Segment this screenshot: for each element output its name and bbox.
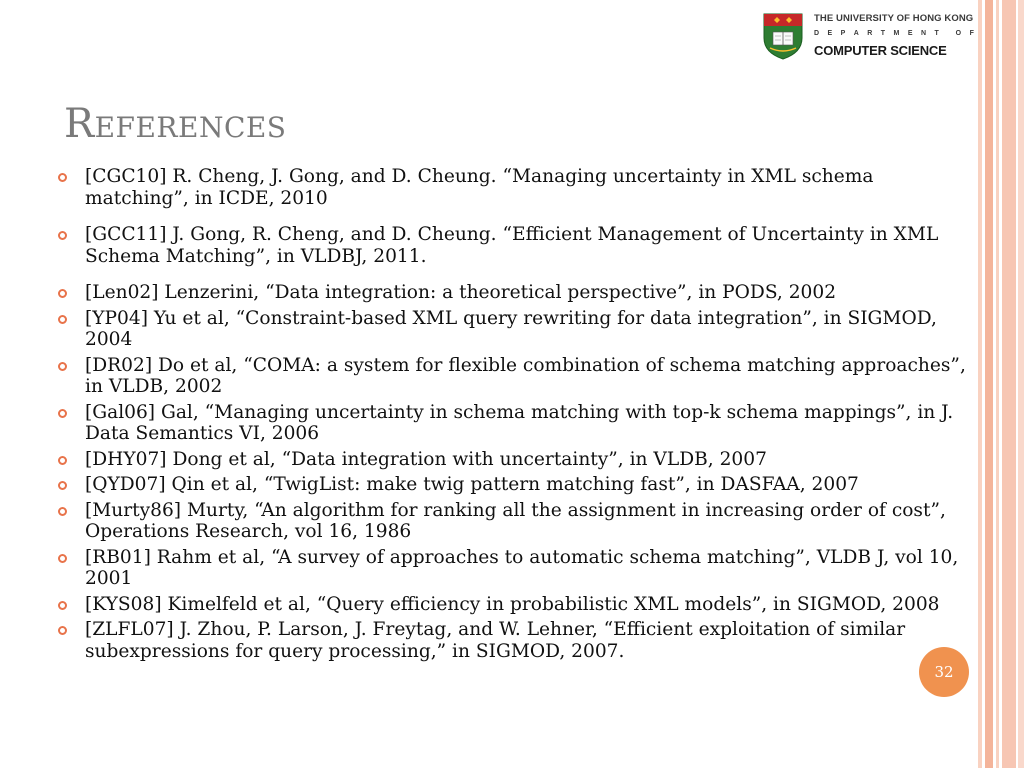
department-letter: A [853, 30, 859, 37]
reference-text: [CGC10] R. Cheng, J. Gong, and D. Cheung. “Managing uncertainty in XML schema matching”, in ICDE, 2010 [85, 166, 874, 209]
reference-text: [DR02] Do et al, “COMA: a system for flexible combination of schema matching approaches”, in VLDB, 2002 [85, 354, 966, 397]
bullet-icon [58, 289, 67, 298]
reference-item [58, 474, 970, 496]
bullet-icon [58, 507, 67, 516]
reference-item [58, 224, 970, 267]
reference-text: [Gal06] Gal, “Managing uncertainty in schema matching with top-k schema mappings”, in J. Data Semantics VI, 2006 [85, 401, 954, 444]
department-letter: T [934, 30, 939, 37]
edge-stripe [1018, 0, 1024, 768]
bullet-icon [58, 231, 67, 240]
bullet-icon [58, 456, 67, 465]
reference-text: [YP04] Yu et al, “Constraint-based XML query rewriting for data integration”, in SIGMOD, 2004 [85, 307, 937, 350]
department-letter: E [907, 30, 913, 37]
reference-text: [Len02] Lenzerini, “Data integration: a theoretical perspective”, in PODS, 2002 [85, 282, 837, 303]
department-letter: E [827, 30, 833, 37]
reference-item [58, 308, 970, 351]
bullet-icon [58, 362, 67, 371]
reference-text: [QYD07] Qin et al, “TwigList: make twig pattern matching fast”, in DASFAA, 2007 [85, 474, 859, 495]
department-label [814, 30, 974, 37]
reference-item [58, 166, 970, 209]
university-name: THE UNIVERSITY OF HONG KONG [814, 13, 974, 24]
department-letter: O [955, 30, 962, 37]
bullet-icon [58, 481, 67, 490]
edge-stripe [1002, 0, 1016, 768]
edge-stripe [996, 0, 999, 768]
reference-item [58, 547, 970, 590]
university-crest-icon [762, 12, 804, 60]
reference-item [58, 282, 970, 304]
reference-item [58, 500, 970, 543]
edge-stripe [985, 0, 993, 768]
page-number-badge [919, 647, 969, 697]
page-number: 32 [934, 663, 954, 681]
reference-text: [RB01] Rahm et al, “A survey of approaches to automatic schema matching”, VLDB J, vol 10, 2001 [85, 546, 959, 589]
reference-text: [GCC11] J. Gong, R. Cheng, and D. Cheung. “Efficient Management of Uncertainty in XML Schema Matching”, in VLDBJ, 2011. [85, 224, 939, 267]
bullet-icon [58, 315, 67, 324]
department-letter: N [920, 30, 927, 37]
department-letter: D [814, 30, 820, 37]
department-letter: P [840, 30, 846, 37]
edge-stripe [978, 0, 982, 768]
reference-text: [ZLFL07] J. Zhou, P. Larson, J. Freytag, and W. Lehner, “Efficient exploitation of similar subexpressions for query processing,” in SIGMOD, 2007. [85, 619, 906, 662]
university-logo [762, 10, 974, 62]
reference-item [58, 449, 970, 471]
bullet-icon [58, 626, 67, 635]
reference-text: [DHY07] Dong et al, “Data integration with uncertainty”, in VLDB, 2007 [85, 448, 767, 470]
department-letter: F [969, 30, 974, 37]
decorative-edge-stripes [978, 0, 1024, 768]
reference-text: [KYS08] Kimelfeld et al, “Query efficiency in probabilistic XML models”, in SIGMOD, 2008 [85, 593, 940, 615]
department-letter: M [893, 30, 900, 37]
reference-item [58, 594, 970, 616]
department-letter: T [880, 30, 886, 37]
reference-item [58, 402, 970, 445]
reference-item [58, 355, 970, 398]
bullet-icon [58, 554, 67, 563]
department-letter: R [867, 30, 873, 37]
bullet-icon [58, 409, 67, 418]
department-name: COMPUTER SCIENCE [814, 43, 947, 58]
reference-text: [Murty86] Murty, “An algorithm for ranking all the assignment in increasing order of cost”, Operations Research, vol 16, 1986 [85, 499, 946, 542]
reference-item [58, 619, 970, 662]
reference-list [58, 166, 970, 666]
page-title: References [64, 101, 287, 147]
bullet-icon [58, 601, 67, 610]
bullet-icon [58, 173, 67, 182]
